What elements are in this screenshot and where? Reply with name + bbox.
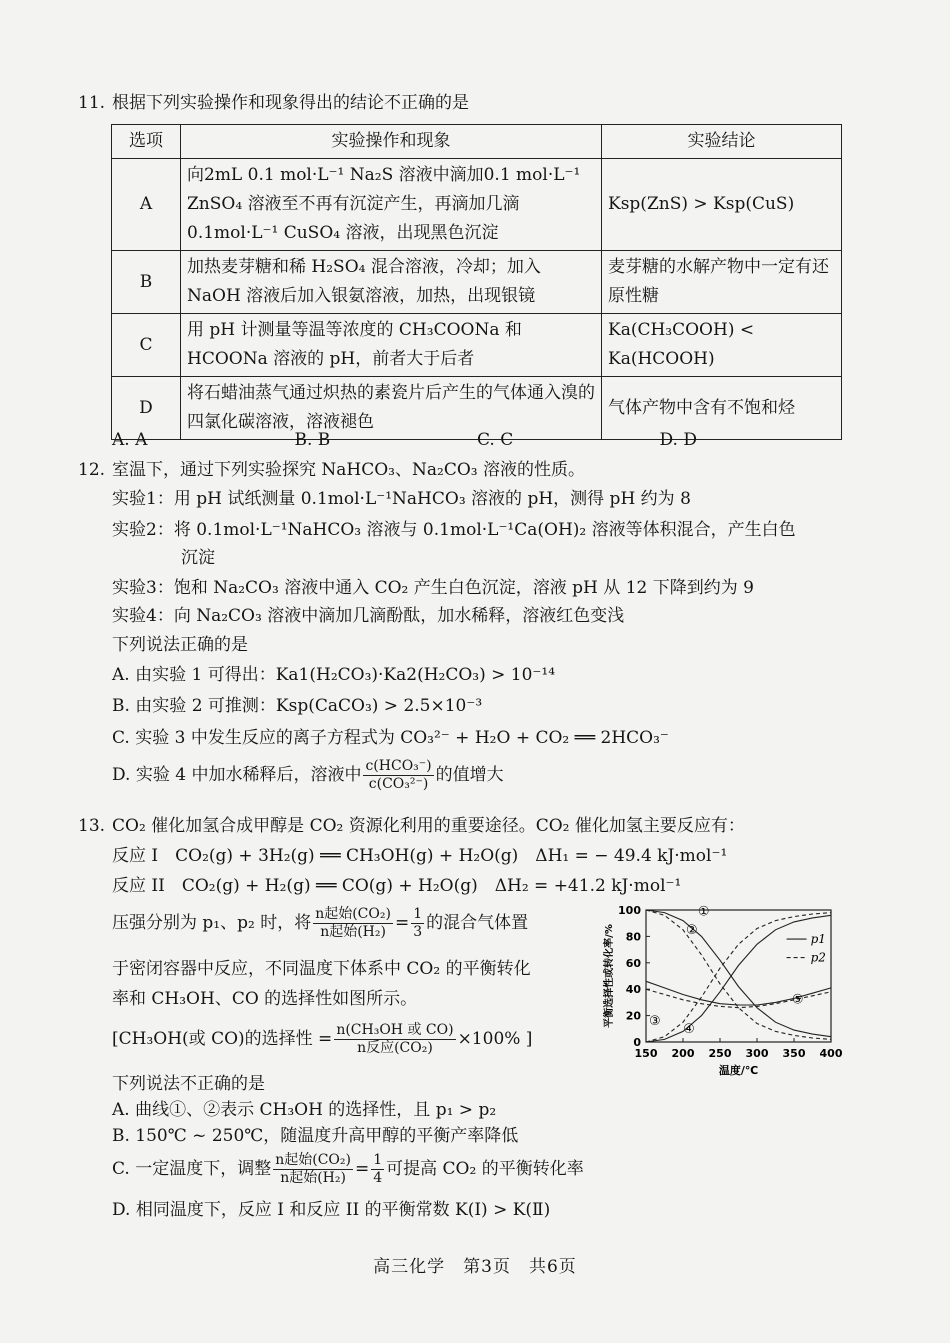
row-option: C [112, 314, 181, 377]
q13-c-den: n起始(H₂) [280, 1170, 346, 1186]
q13-stem [78, 812, 745, 841]
choice-a[interactable]: A. A [112, 430, 148, 450]
q12-exp3: 实验3：饱和 Na₂CO₃ 溶液中通入 CO₂ 产生白色沉淀，溶液 pH 从 12 下降到约为 9 [112, 578, 754, 598]
curve-label: ③ [649, 1013, 661, 1029]
series-line [646, 910, 831, 1039]
row-conclusion: Ksp(ZnS) > Ksp(CuS) [602, 159, 842, 251]
y-tick-label: 0 [633, 1036, 641, 1049]
q12-exp4: 实验4：向 Na₂CO₃ 溶液中滴加几滴酚酞，加水稀释，溶液红色变浅 [112, 606, 625, 626]
plot-frame [646, 910, 831, 1042]
q13-option-a[interactable]: A. 曲线①、②表示 CH₃OH 的选择性，且 p₁ > p₂ [112, 1100, 497, 1120]
row-operation: 加热麦芽糖和稀 H₂SO₄ 混合溶液，冷却；加入 NaOH 溶液后加入银氨溶液，加热，出现银镜 [181, 251, 602, 314]
header-operation: 实验操作和现象 [181, 125, 602, 159]
q13-c-pre: C. 一定温度下，调整 [112, 1159, 272, 1179]
q12-d-pre: D. 实验 4 中加水稀释后，溶液中 [112, 765, 362, 785]
table-row [112, 251, 842, 314]
q13-p1-ratio [411, 906, 424, 941]
q13-option-d[interactable]: D. 相同温度下，反应 I 和反应 II 的平衡常数 K(I) > K(Ⅱ) [112, 1200, 551, 1220]
row-conclusion: 麦芽糖的水解产物中一定有还原性糖 [602, 251, 842, 314]
q11-table-header [112, 125, 842, 159]
table-row [112, 314, 842, 377]
x-tick-label: 400 [819, 1047, 843, 1060]
q13-selectivity [112, 1022, 532, 1057]
q13-p1-post: 的混合气体置 [426, 913, 529, 933]
q11-stem-text: 根据下列实验操作和现象得出的结论不正确的是 [112, 93, 469, 113]
q12-d-fraction [363, 758, 433, 793]
q13-c-fden: 4 [373, 1170, 383, 1186]
q12-d-num: c(HCO₃⁻) [365, 758, 432, 774]
q13-p1-num: n起始(CO₂) [315, 906, 391, 922]
q13-c-post: 可提高 CO₂ 的平衡转化率 [386, 1159, 584, 1179]
q12-d-den: c(CO₃²⁻) [368, 776, 429, 792]
q13-sel-num: n(CH₃OH 或 CO) [336, 1022, 454, 1038]
q13-sel-post: ×100% ] [457, 1029, 533, 1049]
q13-p1-pre: 压强分别为 p₁、p₂ 时，将 [112, 913, 312, 933]
x-tick-label: 200 [671, 1047, 695, 1060]
header-conclusion: 实验结论 [602, 125, 842, 159]
row-operation: 向2mL 0.1 mol·L⁻¹ Na₂S 溶液中滴加0.1 mol·L⁻¹ ZnSO₄ 溶液至不再有沉淀产生，再滴加几滴 0.1mol·L⁻¹ CuSO₄ 溶液，出现黑色沉淀 [181, 159, 602, 251]
q13-prompt: 下列说法不正确的是 [112, 1074, 265, 1094]
series-line [646, 913, 831, 1042]
row-option: A [112, 159, 181, 251]
row-conclusion: Ka(CH₃COOH) < Ka(HCOOH) [602, 314, 842, 377]
q13-para-2: 于密闭容器中反应，不同温度下体系中 CO₂ 的平衡转化 [112, 959, 531, 979]
y-tick-label: 20 [625, 1009, 641, 1023]
q13-number: 13. [78, 816, 106, 836]
q12-option-c[interactable]: C. 实验 3 中发生反应的离子方程式为 CO₃²⁻ + H₂O + CO₂ ══ 2HCO₃⁻ [112, 728, 669, 748]
q13-option-c[interactable] [112, 1152, 584, 1187]
q13-p1-eq: = [394, 913, 410, 933]
selectivity-conversion-chart [598, 900, 848, 1085]
page-footer: 高三化学 第3页 共6页 [373, 1257, 577, 1277]
q13-sel-pre: [CH₃OH(或 CO)的选择性 = [112, 1029, 333, 1049]
q12-option-a[interactable]: A. 由实验 1 可得出：Ka1(H₂CO₃)·Ka2(H₂CO₃) > 10⁻¹⁴ [112, 665, 556, 685]
curve-label: ① [697, 904, 710, 920]
q13-p1-fnum: 1 [413, 906, 423, 922]
curve-label: ② [686, 922, 698, 938]
row-option: B [112, 251, 181, 314]
q12-exp2: 实验2：将 0.1mol·L⁻¹NaHCO₃ 溶液与 0.1mol·L⁻¹Ca(OH)₂ 溶液等体积混合，产生白色 [112, 520, 796, 540]
q12-option-d[interactable] [112, 758, 504, 793]
y-axis-label: 平衡选择性或转化率/% [604, 924, 615, 1028]
row-operation: 将石蜡油蒸气通过炽热的素瓷片后产生的气体通入溴的四氯化碳溶液，溶液褪色 [181, 377, 602, 440]
choice-b[interactable]: B. B [294, 430, 331, 450]
curve-label: ⑤ [791, 992, 804, 1008]
q11-table [111, 124, 842, 440]
q12-prompt: 下列说法正确的是 [112, 635, 248, 655]
q12-stem [78, 456, 585, 485]
y-tick-label: 40 [625, 983, 641, 997]
x-tick-label: 250 [708, 1047, 732, 1060]
x-tick-label: 150 [634, 1047, 658, 1060]
q13-p1-den: n起始(H₂) [320, 924, 386, 940]
row-operation: 用 pH 计测量等温等浓度的 CH₃COONa 和 HCOONa 溶液的 pH，前者大于后者 [181, 314, 602, 377]
y-tick-label: 60 [625, 956, 641, 970]
q13-option-b[interactable]: B. 150℃ ~ 250℃，随温度升高甲醇的平衡产率降低 [112, 1126, 519, 1146]
q11-choices [112, 430, 842, 450]
q13-reaction-1: 反应 I CO₂(g) + 3H₂(g) ══ CH₃OH(g) + H₂O(g) ΔH₁ = − 49.4 kJ·mol⁻¹ [112, 846, 728, 866]
q13-reaction-2: 反应 II CO₂(g) + H₂(g) ══ CO(g) + H₂O(g) ΔH₂ = +41.2 kJ·mol⁻¹ [112, 876, 682, 896]
x-tick-label: 350 [782, 1047, 806, 1060]
header-option: 选项 [112, 125, 181, 159]
y-tick-label: 100 [618, 904, 641, 917]
q12-d-post: 的值增大 [435, 765, 504, 785]
q13-c-num: n起始(CO₂) [275, 1152, 351, 1168]
legend-label-p2: p2 [810, 950, 826, 965]
choice-d[interactable]: D. D [659, 430, 697, 450]
q11-stem [78, 89, 469, 118]
legend-label-p1: p1 [810, 932, 826, 947]
choice-c[interactable]: C. C [477, 430, 514, 450]
q13-stem-text: CO₂ 催化加氢合成甲醇是 CO₂ 资源化利用的重要途径。CO₂ 催化加氢主要反应有： [112, 816, 745, 836]
q12-stem-text: 室温下，通过下列实验探究 NaHCO₃、Na₂CO₃ 溶液的性质。 [112, 460, 585, 480]
q12-number: 12. [78, 460, 106, 480]
row-conclusion: 气体产物中含有不饱和烃 [602, 377, 842, 440]
q13-c-ratio [371, 1152, 384, 1187]
q12-exp1: 实验1：用 pH 试纸测量 0.1mol·L⁻¹NaHCO₃ 溶液的 pH，测得 pH 约为 8 [112, 489, 691, 509]
q12-exp2-cont: 沉淀 [181, 548, 215, 568]
row-option: D [112, 377, 181, 440]
q13-para-1 [112, 906, 528, 941]
q13-p1-fden: 3 [413, 924, 423, 940]
q12-option-b[interactable]: B. 由实验 2 可推测：Ksp(CaCO₃) > 2.5×10⁻³ [112, 696, 483, 716]
series-line [646, 915, 831, 1042]
table-row [112, 159, 842, 251]
q11-number: 11. [78, 93, 106, 113]
q13-sel-fraction [334, 1022, 455, 1057]
y-tick-label: 80 [625, 930, 641, 944]
q13-para-3: 率和 CH₃OH、CO 的选择性如图所示。 [112, 989, 418, 1009]
x-axis-label: 温度/℃ [718, 1064, 759, 1077]
x-tick-label: 300 [745, 1047, 769, 1060]
q13-c-fnum: 1 [373, 1152, 383, 1168]
q13-p1-fraction [313, 906, 393, 941]
curve-label: ④ [683, 1021, 695, 1037]
q13-sel-den: n反应(CO₂) [357, 1040, 433, 1056]
q13-c-eq: = [354, 1159, 370, 1179]
q13-c-fraction [273, 1152, 353, 1187]
series-line [646, 910, 831, 1037]
